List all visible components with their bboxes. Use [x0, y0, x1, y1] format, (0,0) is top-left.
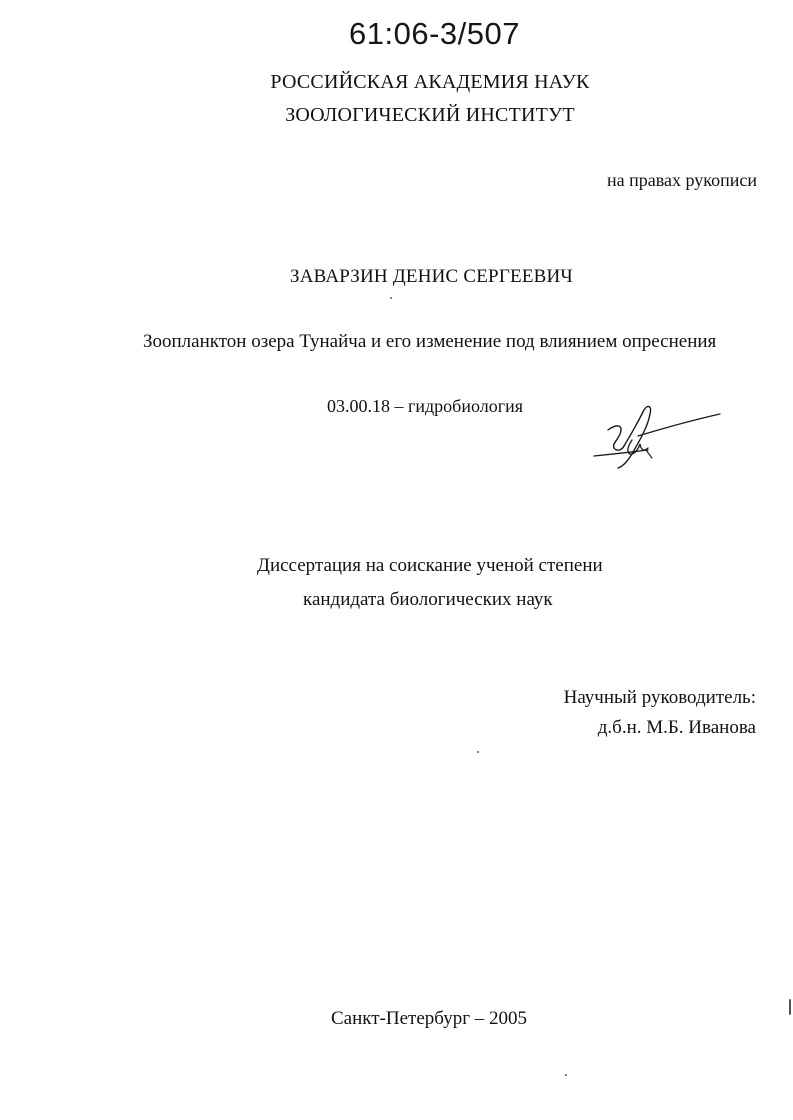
- supervisor-name: д.б.н. М.Б. Иванова: [597, 717, 756, 738]
- scan-speck: [565, 1074, 567, 1076]
- thesis-degree-line1: Диссертация на соискание ученой степени: [257, 555, 603, 576]
- author-name: ЗАВАРЗИН ДЕНИС СЕРГЕЕВИЧ: [290, 266, 573, 287]
- signature-icon: [588, 400, 722, 472]
- institute-name: ЗООЛОГИЧЕСКИЙ ИНСТИТУТ: [285, 104, 575, 126]
- dissertation-title: Зоопланктон озера Тунайча и его изменение под влиянием опреснения: [143, 331, 717, 352]
- academy-name: РОССИЙСКАЯ АКАДЕМИЯ НАУК: [270, 71, 590, 93]
- scan-speck: [390, 297, 392, 299]
- supervisor-label: Научный руководитель:: [563, 687, 756, 708]
- scan-speck: [477, 751, 479, 753]
- library-stamp-number: 61:06-3/507: [349, 16, 520, 51]
- city-year: Санкт-Петербург – 2005: [331, 1008, 528, 1029]
- specialty-code: 03.00.18 – гидробиология: [327, 396, 524, 416]
- thesis-degree-line2: кандидата биологических наук: [303, 589, 553, 610]
- rights-note: на правах рукописи: [607, 170, 757, 190]
- scan-speck: [789, 999, 791, 1015]
